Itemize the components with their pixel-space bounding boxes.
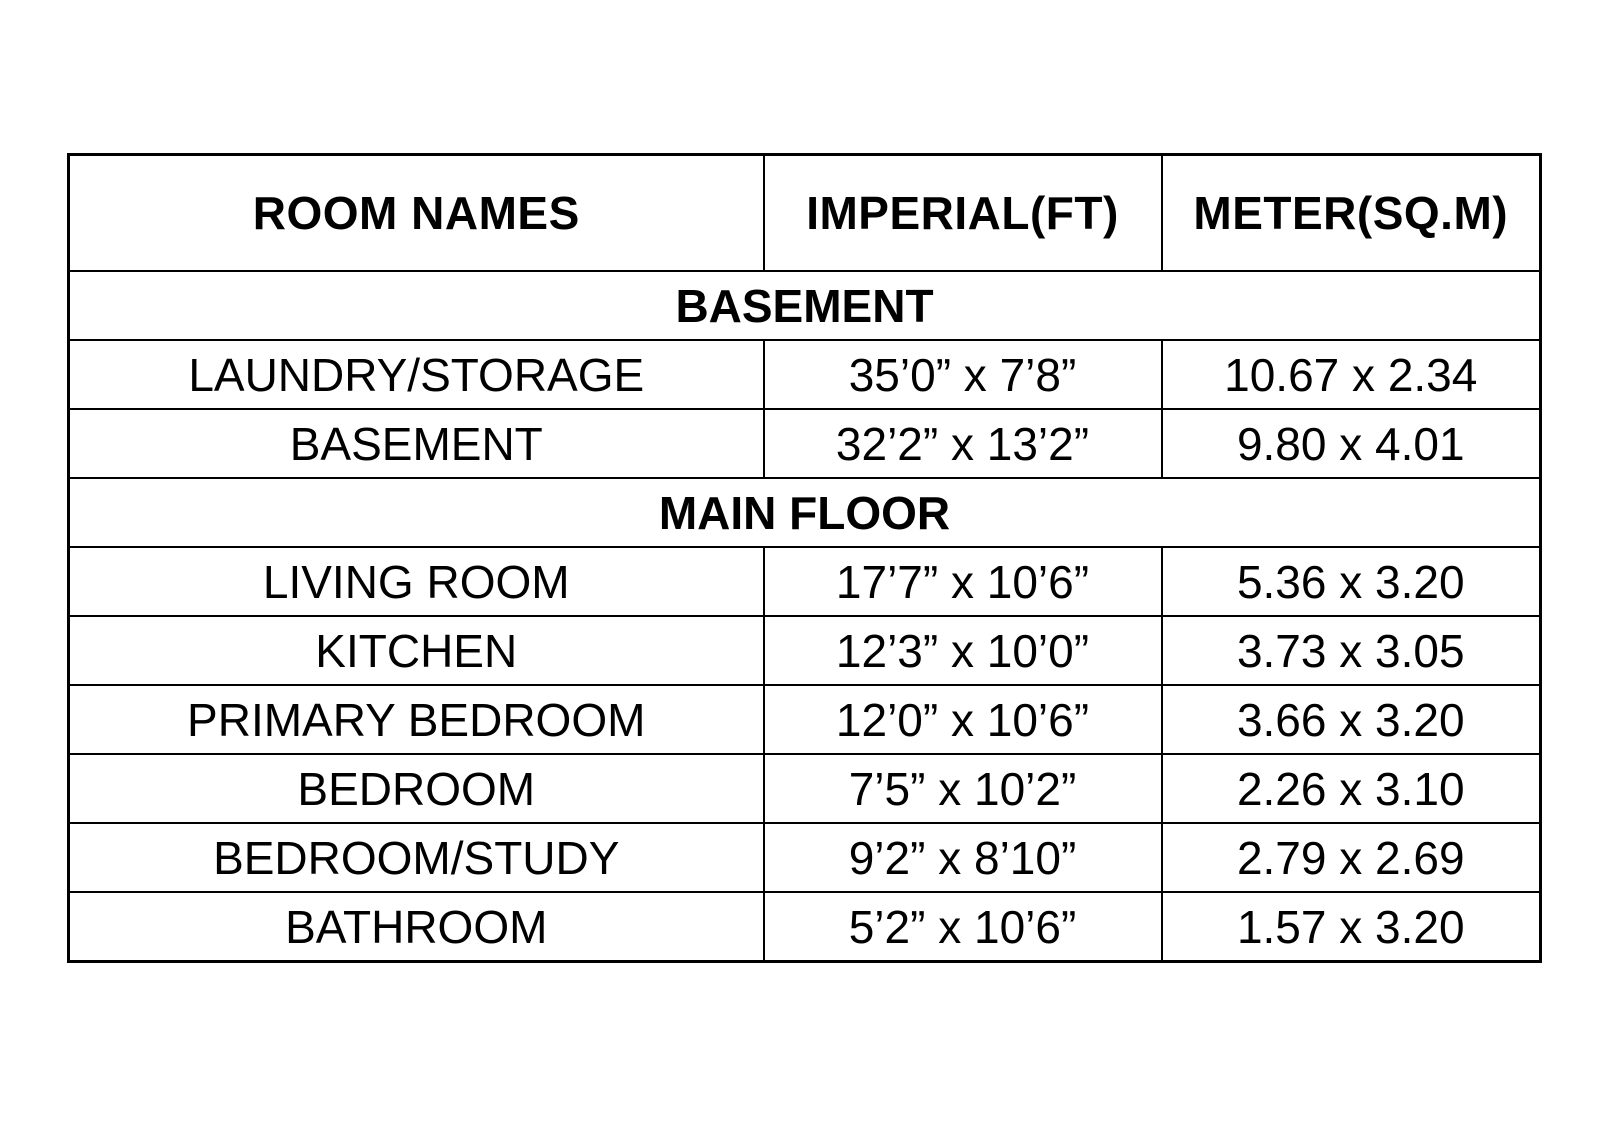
meter-cell: 2.26 x 3.10 bbox=[1162, 754, 1541, 823]
room-name-cell: KITCHEN bbox=[69, 616, 764, 685]
section-title: MAIN FLOOR bbox=[69, 478, 1541, 547]
imperial-cell: 35’0” x 7’8” bbox=[764, 340, 1162, 409]
table-row bbox=[69, 892, 1541, 962]
imperial-cell: 17’7” x 10’6” bbox=[764, 547, 1162, 616]
room-name-cell: BEDROOM bbox=[69, 754, 764, 823]
meter-cell: 2.79 x 2.69 bbox=[1162, 823, 1541, 892]
section-title: BASEMENT bbox=[69, 271, 1541, 340]
room-name-cell: BEDROOM/STUDY bbox=[69, 823, 764, 892]
meter-cell: 3.66 x 3.20 bbox=[1162, 685, 1541, 754]
room-name-cell: LIVING ROOM bbox=[69, 547, 764, 616]
header-meter: METER(SQ.M) bbox=[1162, 155, 1541, 272]
room-name-cell: PRIMARY BEDROOM bbox=[69, 685, 764, 754]
meter-cell: 3.73 x 3.05 bbox=[1162, 616, 1541, 685]
imperial-cell: 12’3” x 10’0” bbox=[764, 616, 1162, 685]
meter-cell: 10.67 x 2.34 bbox=[1162, 340, 1541, 409]
table-row bbox=[69, 616, 1541, 685]
header-row bbox=[69, 155, 1541, 272]
table-row bbox=[69, 547, 1541, 616]
meter-cell: 5.36 x 3.20 bbox=[1162, 547, 1541, 616]
section-row-basement bbox=[69, 271, 1541, 340]
room-name-cell: LAUNDRY/STORAGE bbox=[69, 340, 764, 409]
meter-cell: 1.57 x 3.20 bbox=[1162, 892, 1541, 962]
room-dimensions-table bbox=[67, 153, 1542, 963]
section-row-main-floor bbox=[69, 478, 1541, 547]
meter-cell: 9.80 x 4.01 bbox=[1162, 409, 1541, 478]
table-row bbox=[69, 754, 1541, 823]
table-row bbox=[69, 340, 1541, 409]
header-room-names: ROOM NAMES bbox=[69, 155, 764, 272]
imperial-cell: 32’2” x 13’2” bbox=[764, 409, 1162, 478]
room-name-cell: BASEMENT bbox=[69, 409, 764, 478]
table-row bbox=[69, 685, 1541, 754]
room-name-cell: BATHROOM bbox=[69, 892, 764, 962]
imperial-cell: 5’2” x 10’6” bbox=[764, 892, 1162, 962]
imperial-cell: 12’0” x 10’6” bbox=[764, 685, 1162, 754]
imperial-cell: 7’5” x 10’2” bbox=[764, 754, 1162, 823]
imperial-cell: 9’2” x 8’10” bbox=[764, 823, 1162, 892]
table-row bbox=[69, 409, 1541, 478]
header-imperial: IMPERIAL(FT) bbox=[764, 155, 1162, 272]
table-row bbox=[69, 823, 1541, 892]
